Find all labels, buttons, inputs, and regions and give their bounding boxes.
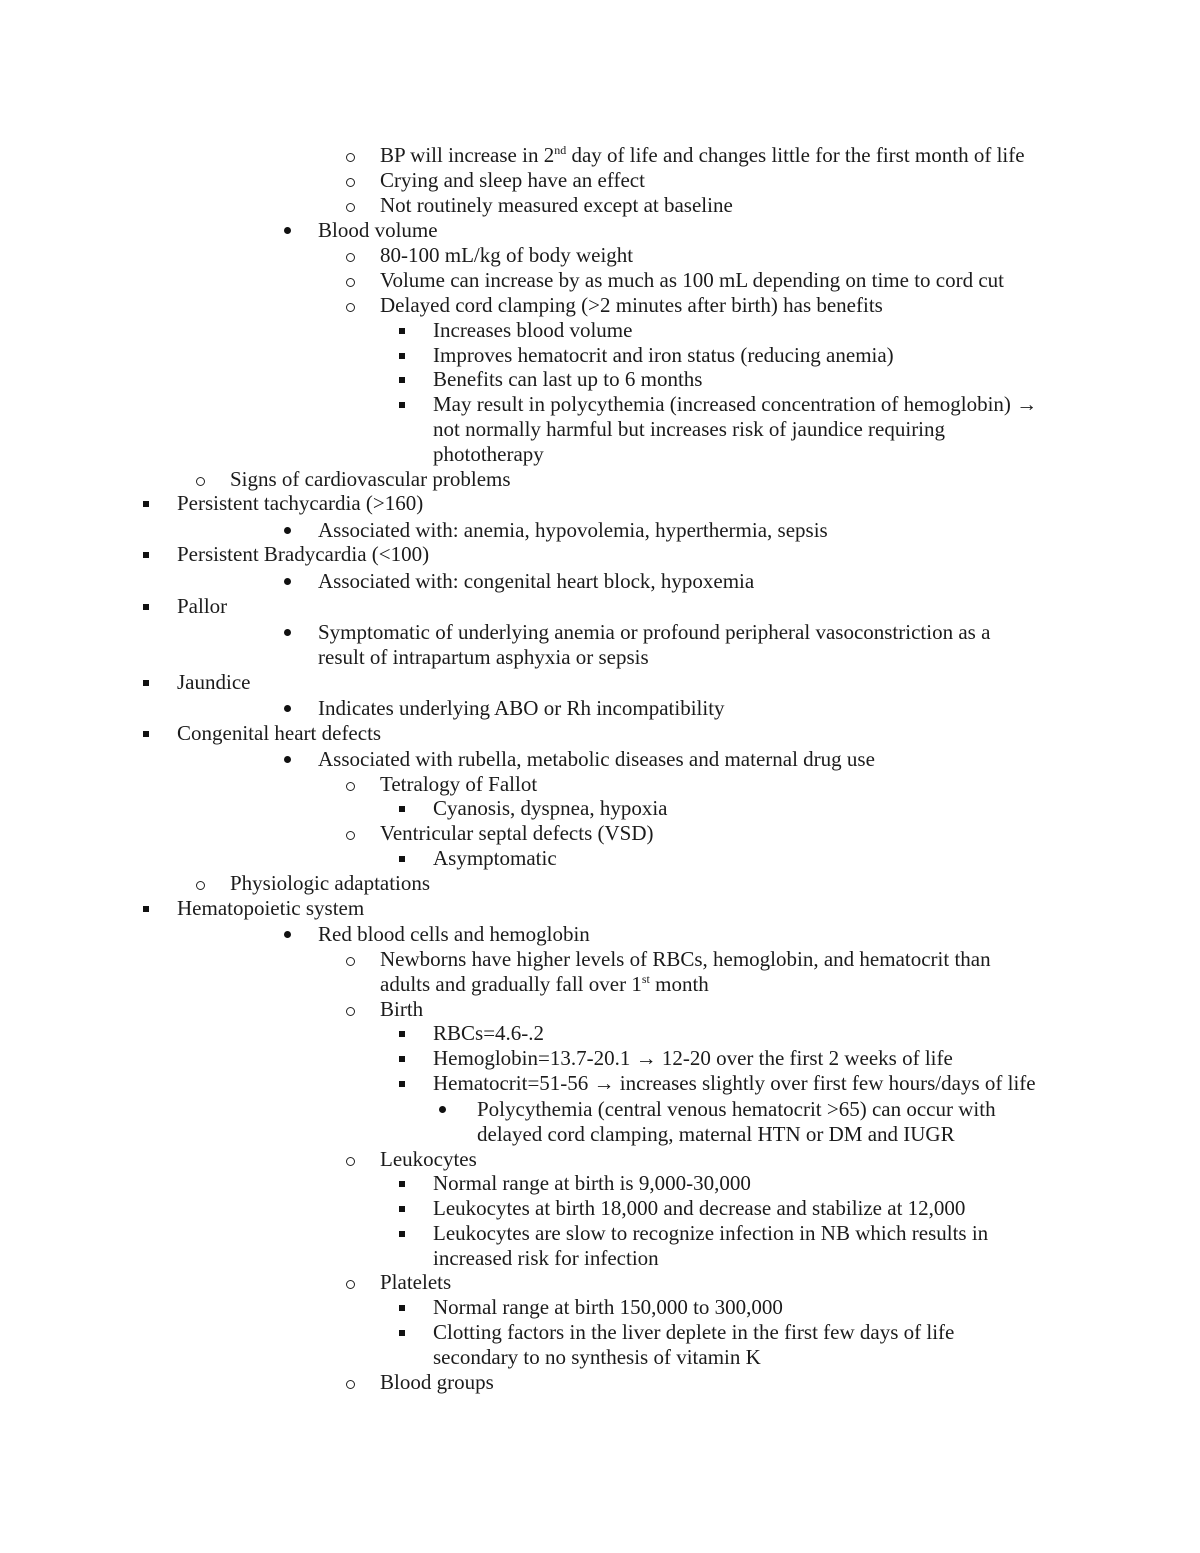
- square-bullet-icon: [143, 896, 153, 921]
- square-bullet-icon: [399, 846, 409, 871]
- outline-line: Delayed cord clamping (>2 minutes after birth) has benefits: [380, 293, 883, 317]
- outline-line: Ventricular septal defects (VSD): [380, 821, 654, 845]
- square-bullet-icon: [399, 318, 409, 343]
- outline-line: Tetralogy of Fallot: [380, 772, 538, 796]
- circle-bullet-icon: [346, 997, 356, 1022]
- circle-bullet-icon: [346, 1147, 356, 1172]
- square-bullet-icon: [143, 594, 153, 619]
- outline-line: Blood groups: [380, 1370, 494, 1394]
- outline-line: Indicates underlying ABO or Rh incompatibility: [318, 696, 725, 720]
- disc-bullet-icon: [284, 922, 294, 947]
- outline-line: phototherapy: [433, 442, 544, 466]
- outline-line: Hematopoietic system: [177, 896, 365, 920]
- disc-bullet-icon: [284, 696, 294, 721]
- outline-line: Associated with: anemia, hypovolemia, hyperthermia, sepsis: [318, 518, 828, 542]
- outline-line: secondary to no synthesis of vitamin K: [433, 1345, 761, 1369]
- outline-line: Symptomatic of underlying anemia or profound peripheral vasoconstriction as a: [318, 620, 991, 644]
- circle-bullet-icon: [346, 268, 356, 293]
- square-bullet-icon: [143, 670, 153, 695]
- square-bullet-icon: [399, 1295, 409, 1320]
- outline-line: not normally harmful but increases risk of jaundice requiring: [433, 417, 946, 441]
- outline-line: Newborns have higher levels of RBCs, hemoglobin, and hematocrit than: [380, 947, 991, 971]
- outline-line: Cyanosis, dyspnea, hypoxia: [433, 796, 668, 820]
- outline-line: RBCs=4.6-.2: [433, 1021, 545, 1045]
- outline-line: Leukocytes at birth 18,000 and decrease and stabilize at 12,000: [433, 1196, 966, 1220]
- square-bullet-icon: [399, 1021, 409, 1046]
- disc-bullet-icon: [439, 1097, 449, 1122]
- outline-line: Crying and sleep have an effect: [380, 168, 645, 192]
- square-bullet-icon: [143, 542, 153, 567]
- circle-bullet-icon: [346, 1270, 356, 1295]
- outline-line: Signs of cardiovascular problems: [230, 467, 511, 491]
- outline-line: Increases blood volume: [433, 318, 633, 342]
- outline-line: increased risk for infection: [433, 1246, 659, 1270]
- outline-line: Hemoglobin=13.7-20.1 → 12-20 over the first 2 weeks of life: [433, 1046, 953, 1070]
- outline-line: Not routinely measured except at baseline: [380, 193, 733, 217]
- outline-line: Red blood cells and hemoglobin: [318, 922, 590, 946]
- outline-line: Jaundice: [177, 670, 251, 694]
- square-bullet-icon: [399, 392, 409, 417]
- outline-line: BP will increase in 2nd day of life and changes little for the first month of life: [380, 143, 1025, 167]
- outline-line: Leukocytes are slow to recognize infection in NB which results in: [433, 1221, 989, 1245]
- disc-bullet-icon: [284, 518, 294, 543]
- disc-bullet-icon: [284, 620, 294, 645]
- circle-bullet-icon: [196, 871, 206, 896]
- outline-line: delayed cord clamping, maternal HTN or DM and IUGR: [477, 1122, 955, 1146]
- outline-line: Congenital heart defects: [177, 721, 382, 745]
- square-bullet-icon: [399, 1320, 409, 1345]
- outline-line: Polycythemia (central venous hematocrit >65) can occur with: [477, 1097, 996, 1121]
- outline-line: Volume can increase by as much as 100 mL depending on time to cord cut: [380, 268, 1005, 292]
- outline-line: Platelets: [380, 1270, 452, 1294]
- square-bullet-icon: [143, 721, 153, 746]
- square-bullet-icon: [399, 367, 409, 392]
- outline-line: Clotting factors in the liver deplete in the first few days of life: [433, 1320, 955, 1344]
- circle-bullet-icon: [346, 193, 356, 218]
- disc-bullet-icon: [284, 569, 294, 594]
- circle-bullet-icon: [346, 243, 356, 268]
- square-bullet-icon: [399, 1046, 409, 1071]
- square-bullet-icon: [143, 491, 153, 516]
- outline-line: Asymptomatic: [433, 846, 557, 870]
- outline-line: Hematocrit=51-56 → increases slightly over first few hours/days of life: [433, 1071, 1036, 1095]
- outline-line: Blood volume: [318, 218, 438, 242]
- outline-line: Pallor: [177, 594, 228, 618]
- outline-line: Normal range at birth 150,000 to 300,000: [433, 1295, 783, 1319]
- outline-line: result of intrapartum asphyxia or sepsis: [318, 645, 649, 669]
- square-bullet-icon: [399, 343, 409, 368]
- circle-bullet-icon: [196, 467, 206, 492]
- circle-bullet-icon: [346, 1370, 356, 1395]
- square-bullet-icon: [399, 1196, 409, 1221]
- outline-line: Associated with rubella, metabolic diseases and maternal drug use: [318, 747, 875, 771]
- circle-bullet-icon: [346, 821, 356, 846]
- outline-line: 80-100 mL/kg of body weight: [380, 243, 634, 267]
- outline-line: adults and gradually fall over 1st month: [380, 972, 709, 996]
- square-bullet-icon: [399, 1221, 409, 1246]
- square-bullet-icon: [399, 1171, 409, 1196]
- circle-bullet-icon: [346, 168, 356, 193]
- circle-bullet-icon: [346, 947, 356, 972]
- circle-bullet-icon: [346, 772, 356, 797]
- outline-line: Normal range at birth is 9,000-30,000: [433, 1171, 751, 1195]
- outline-line: Physiologic adaptations: [230, 871, 431, 895]
- circle-bullet-icon: [346, 143, 356, 168]
- disc-bullet-icon: [284, 747, 294, 772]
- outline-line: Birth: [380, 997, 424, 1021]
- square-bullet-icon: [399, 796, 409, 821]
- circle-bullet-icon: [346, 293, 356, 318]
- outline-line: Improves hematocrit and iron status (reducing anemia): [433, 343, 894, 367]
- outline-line: Benefits can last up to 6 months: [433, 367, 703, 391]
- outline-line: Associated with: congenital heart block, hypoxemia: [318, 569, 755, 593]
- outline-line: May result in polycythemia (increased concentration of hemoglobin) →: [433, 392, 1038, 416]
- outline-line: Persistent Bradycardia (<100): [177, 542, 430, 566]
- outline-line: Leukocytes: [380, 1147, 477, 1171]
- square-bullet-icon: [399, 1071, 409, 1096]
- disc-bullet-icon: [284, 218, 294, 243]
- outline-line: Persistent tachycardia (>160): [177, 491, 424, 515]
